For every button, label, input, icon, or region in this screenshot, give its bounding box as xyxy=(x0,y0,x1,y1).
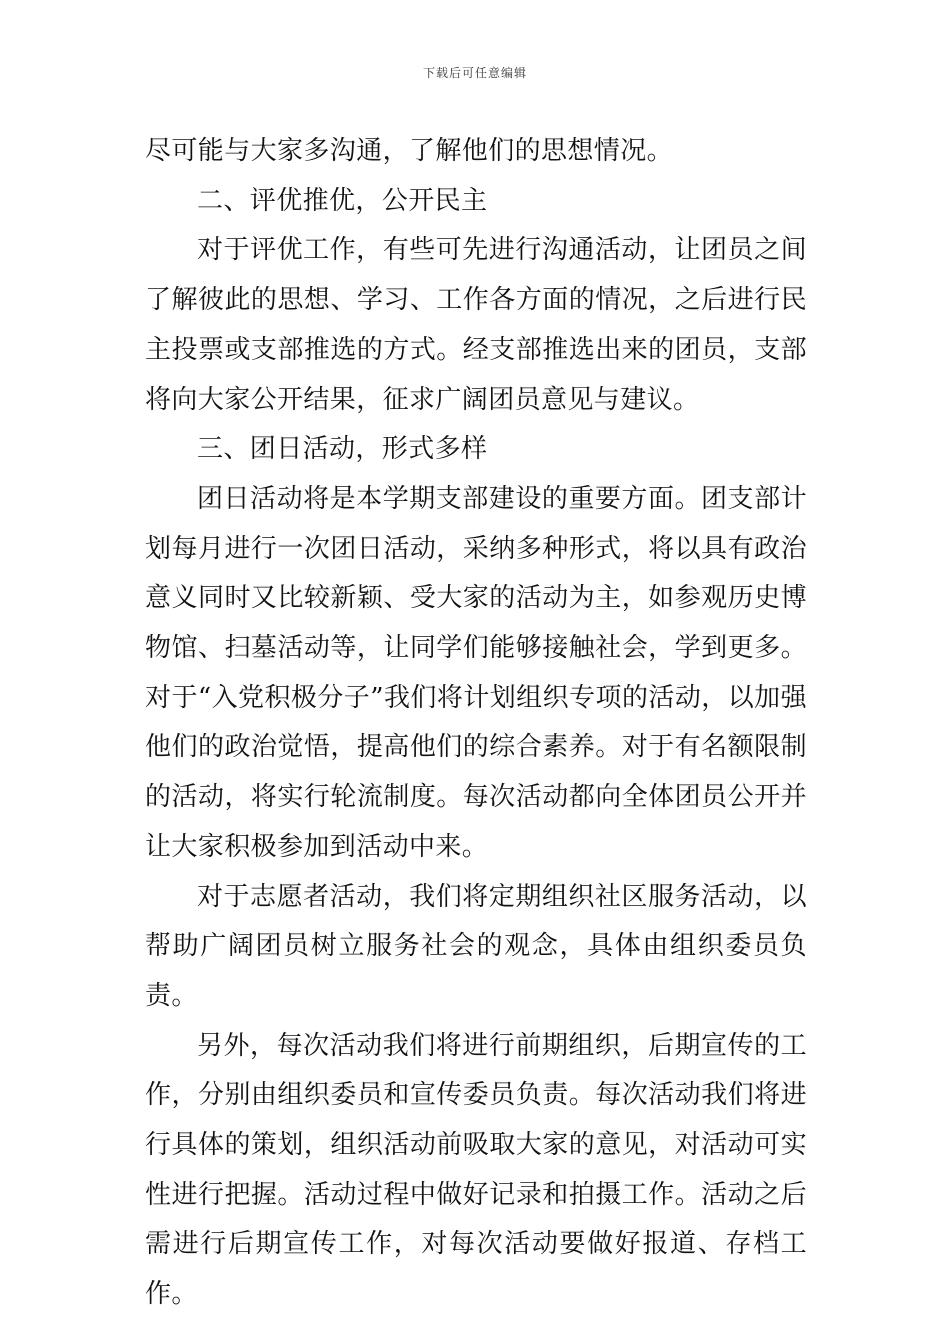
paragraph-league-day: 团日活动将是本学期支部建设的重要方面。团支部计划每月进行一次团日活动，采纳多种形式，将以具有政治意义同时又比较新颖、受大家的活动为主，如参观历史博物馆、扫墓活动等，让同学们能够接触社会，学到更多。对于“入党积极分子”我们将计划组织专项的活动，以加强他们的政治觉悟，提高他们的综合素养。对于有名额限制的活动，将实行轮流制度。每次活动都向全体团员公开并让大家积极参加到活动中来。 xyxy=(145,483,807,862)
document-body xyxy=(145,127,807,1320)
paragraph-volunteer: 对于志愿者活动，我们将定期组织社区服务活动，以帮助广阔团员树立服务社会的观念，具体由组织委员负责。 xyxy=(145,881,807,1011)
section-heading-2: 二、评优推优，公开民主 xyxy=(197,185,488,216)
page-header-note: 下载后可任意编辑 xyxy=(422,66,527,80)
paragraph-organization: 另外，每次活动我们将进行前期组织，后期宣传的工作，分别由组织委员和宣传委员负责。每次活动我们将进行具体的策划，组织活动前吸取大家的意见，对活动可实性进行把握。活动过程中做好记录和拍摄工作。活动之后需进行后期宣传工作，对每次活动要做好报道、存档工作。 xyxy=(145,1030,807,1310)
section-heading-3: 三、团日活动，形式多样 xyxy=(197,434,488,465)
paragraph-evaluation: 对于评优工作，有些可先进行沟通活动，让团员之间了解彼此的思想、学习、工作各方面的情况，之后进行民主投票或支部推选的方式。经支部推选出来的团员，支部将向大家公开结果，征求广阔团员意见与建议。 xyxy=(145,235,807,415)
paragraph-continuation: 尽可能与大家多沟通，了解他们的思想情况。 xyxy=(145,136,674,166)
